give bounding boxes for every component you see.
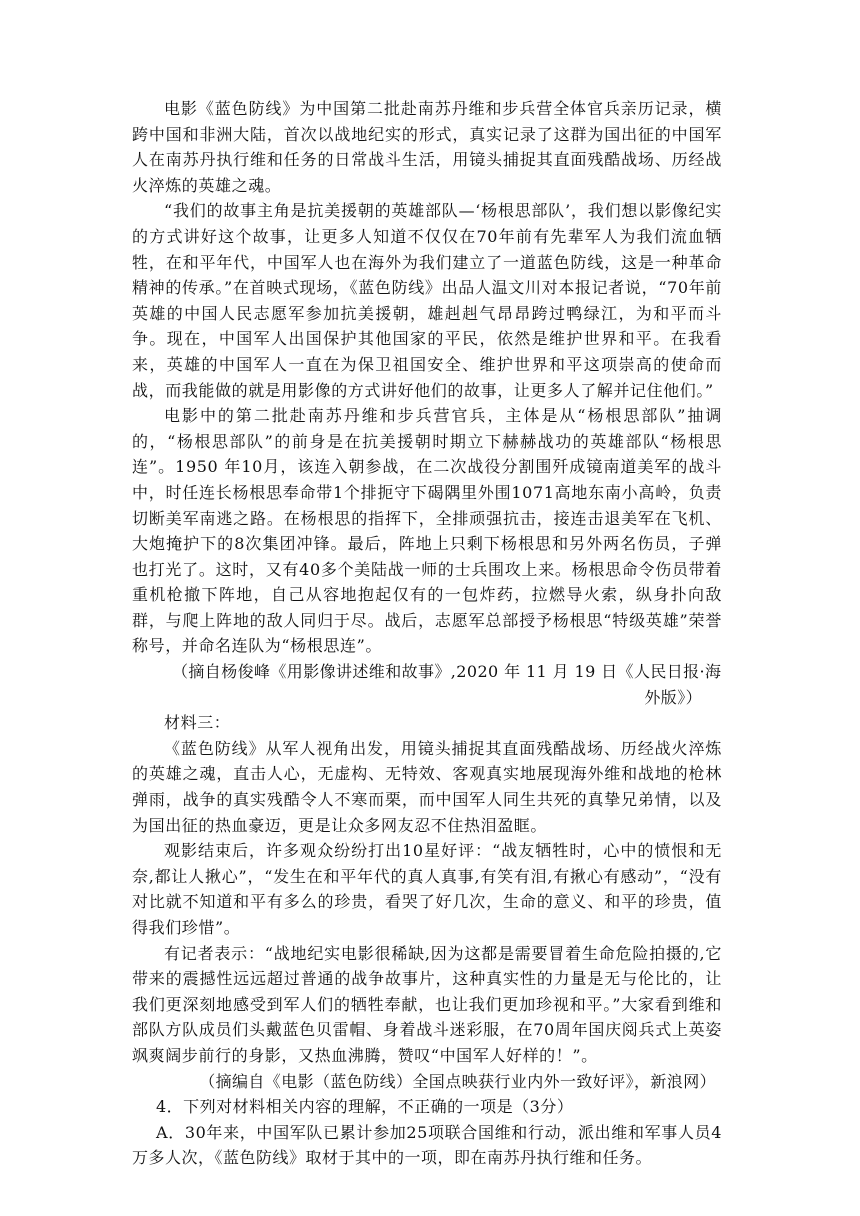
source-citation-1-line2: 外版》） xyxy=(644,687,702,707)
paragraph-review: 《蓝色防线》从军人视角出发，用镜头捕捉其直面残酷战场、历经战火淬炼的英雄之魂，直击人心，无虚构、无特效、客观真实地展现海外维和战地的枪林弹雨，战争的真实残酷令人不寒而栗，而中国军人同生共死的真挚兄弟情，以及为国出征的热血豪迈，更是让众多网友忍不住热泪盈眶。 xyxy=(132,738,722,835)
material-three-heading: 材料三： xyxy=(164,713,231,733)
option-a: A．30年来，中国军队已累计参加25项联合国维和行动，派出维和军事人员4万多人次，《蓝色防线》取材于其中的一项，即在南苏丹执行维和任务。 xyxy=(132,1122,722,1168)
paragraph-audience: 观影结束后，许多观众纷纷打出10星好评：“战友牺牲时，心中的愤恨和无奈,都让人揪心”，“发生在和平年代的真人真事,有笑有泪,有揪心有感动”，“没有对比就不知道和平有多么的珍贵，看哭了好几次，生命的意义、和平的珍贵，值得我们珍惜”。 xyxy=(132,841,722,937)
paragraph-quote: “我们的故事主角是抗美援朝的英雄部队—‘杨根思部队’，我们想以影像纪实的方式讲好这个故事，让更多人知道不仅仅在70年前有先辈军人为我们流血牺牲，在和平年代，中国军人也在海外为我们建立了一道蓝色防线，这是一种革命精神的传承。”在首映式现场，《蓝色防线》出品人温文川对本报记者说，“70年前英雄的中国人民志愿军参加抗美援朝，雄赳赳气昂昂跨过鸭绿江，为和平而斗争。现在，中国军人出国保护其他国家的平民，依然是维护世界和平。在我看来，英雄的中国军人一直在为保卫祖国安全、维护世界和平这项崇高的使命而战，而我能做的就是用影像的方式讲好他们的故事，让更多人了解并记住他们。” xyxy=(132,201,722,400)
source-citation-2: （摘编自《电影（蓝色防线）全国点映获行业内外一致好评》，新浪网） xyxy=(199,1071,716,1091)
question-4: 4．下列对材料相关内容的理解，不正确的一项是（3分） xyxy=(156,1097,574,1117)
source-citation-1 xyxy=(132,659,722,710)
paragraph-reporter: 有记者表示：“战地纪实电影很稀缺,因为这都是需要冒着生命危险拍摄的,它带来的震撼性远远超过普通的战争故事片，这种真实性的力量是无与伦比的，让我们更深刻地感受到军人们的牺牲奉献，也让我们更加珍视和平。”大家看到维和部队方队成员们头戴蓝色贝雷帽、身着战斗迷彩服，在70周年国庆阅兵式上英姿飒爽阔步前行的身影，又热血沸腾，赞叹“中国军人好样的！”。 xyxy=(132,943,722,1065)
paragraph-intro: 电影《蓝色防线》为中国第二批赴南苏丹维和步兵营全体官兵亲历记录，横跨中国和非洲大陆，首次以战地纪实的形式，真实记录了这群为国出征的中国军人在南苏丹执行维和任务的日常战斗生活，用镜头捕捉其直面残酷战场、历经战火淬炼的英雄之魂。 xyxy=(132,99,722,195)
source-citation-1-line1: （摘自杨俊峰《用影像讲述维和故事》,2020 年 11 月 19 日《人民日报·海 xyxy=(172,662,722,682)
paragraph-history: 电影中的第二批赴南苏丹维和步兵营官兵，主体是从“杨根思部队”抽调的，“杨根思部队”的前身是在抗美援朝时期立下赫赫战功的英雄部队“杨根思连”。1950 年10月，该连入朝参战，在二次战役分割围歼成镜南道美军的战斗中，时任连长杨根思奉命带1个排扼守下碣隅里外围1071高地东南小高岭，负责切断美军南逃之路。在杨根思的指挥下，全排顽强抗击，接连击退美军在飞机、大炮掩护下的8次集团冲锋。最后，阵地上只剩下杨根思和另外两名伤员，子弹也打光了。这时，又有40多个美陆战一师的士兵围攻上来。杨根思命令伤员带着重机枪撤下阵地，自己从容地抱起仅有的一包炸药，拉燃导火索，纵身扑向敌群，与爬上阵地的敌人同归于尽。战后，志愿军总部授予杨根思“特级英雄”荣誉称号，并命名连队为“杨根思连”。 xyxy=(132,406,722,656)
